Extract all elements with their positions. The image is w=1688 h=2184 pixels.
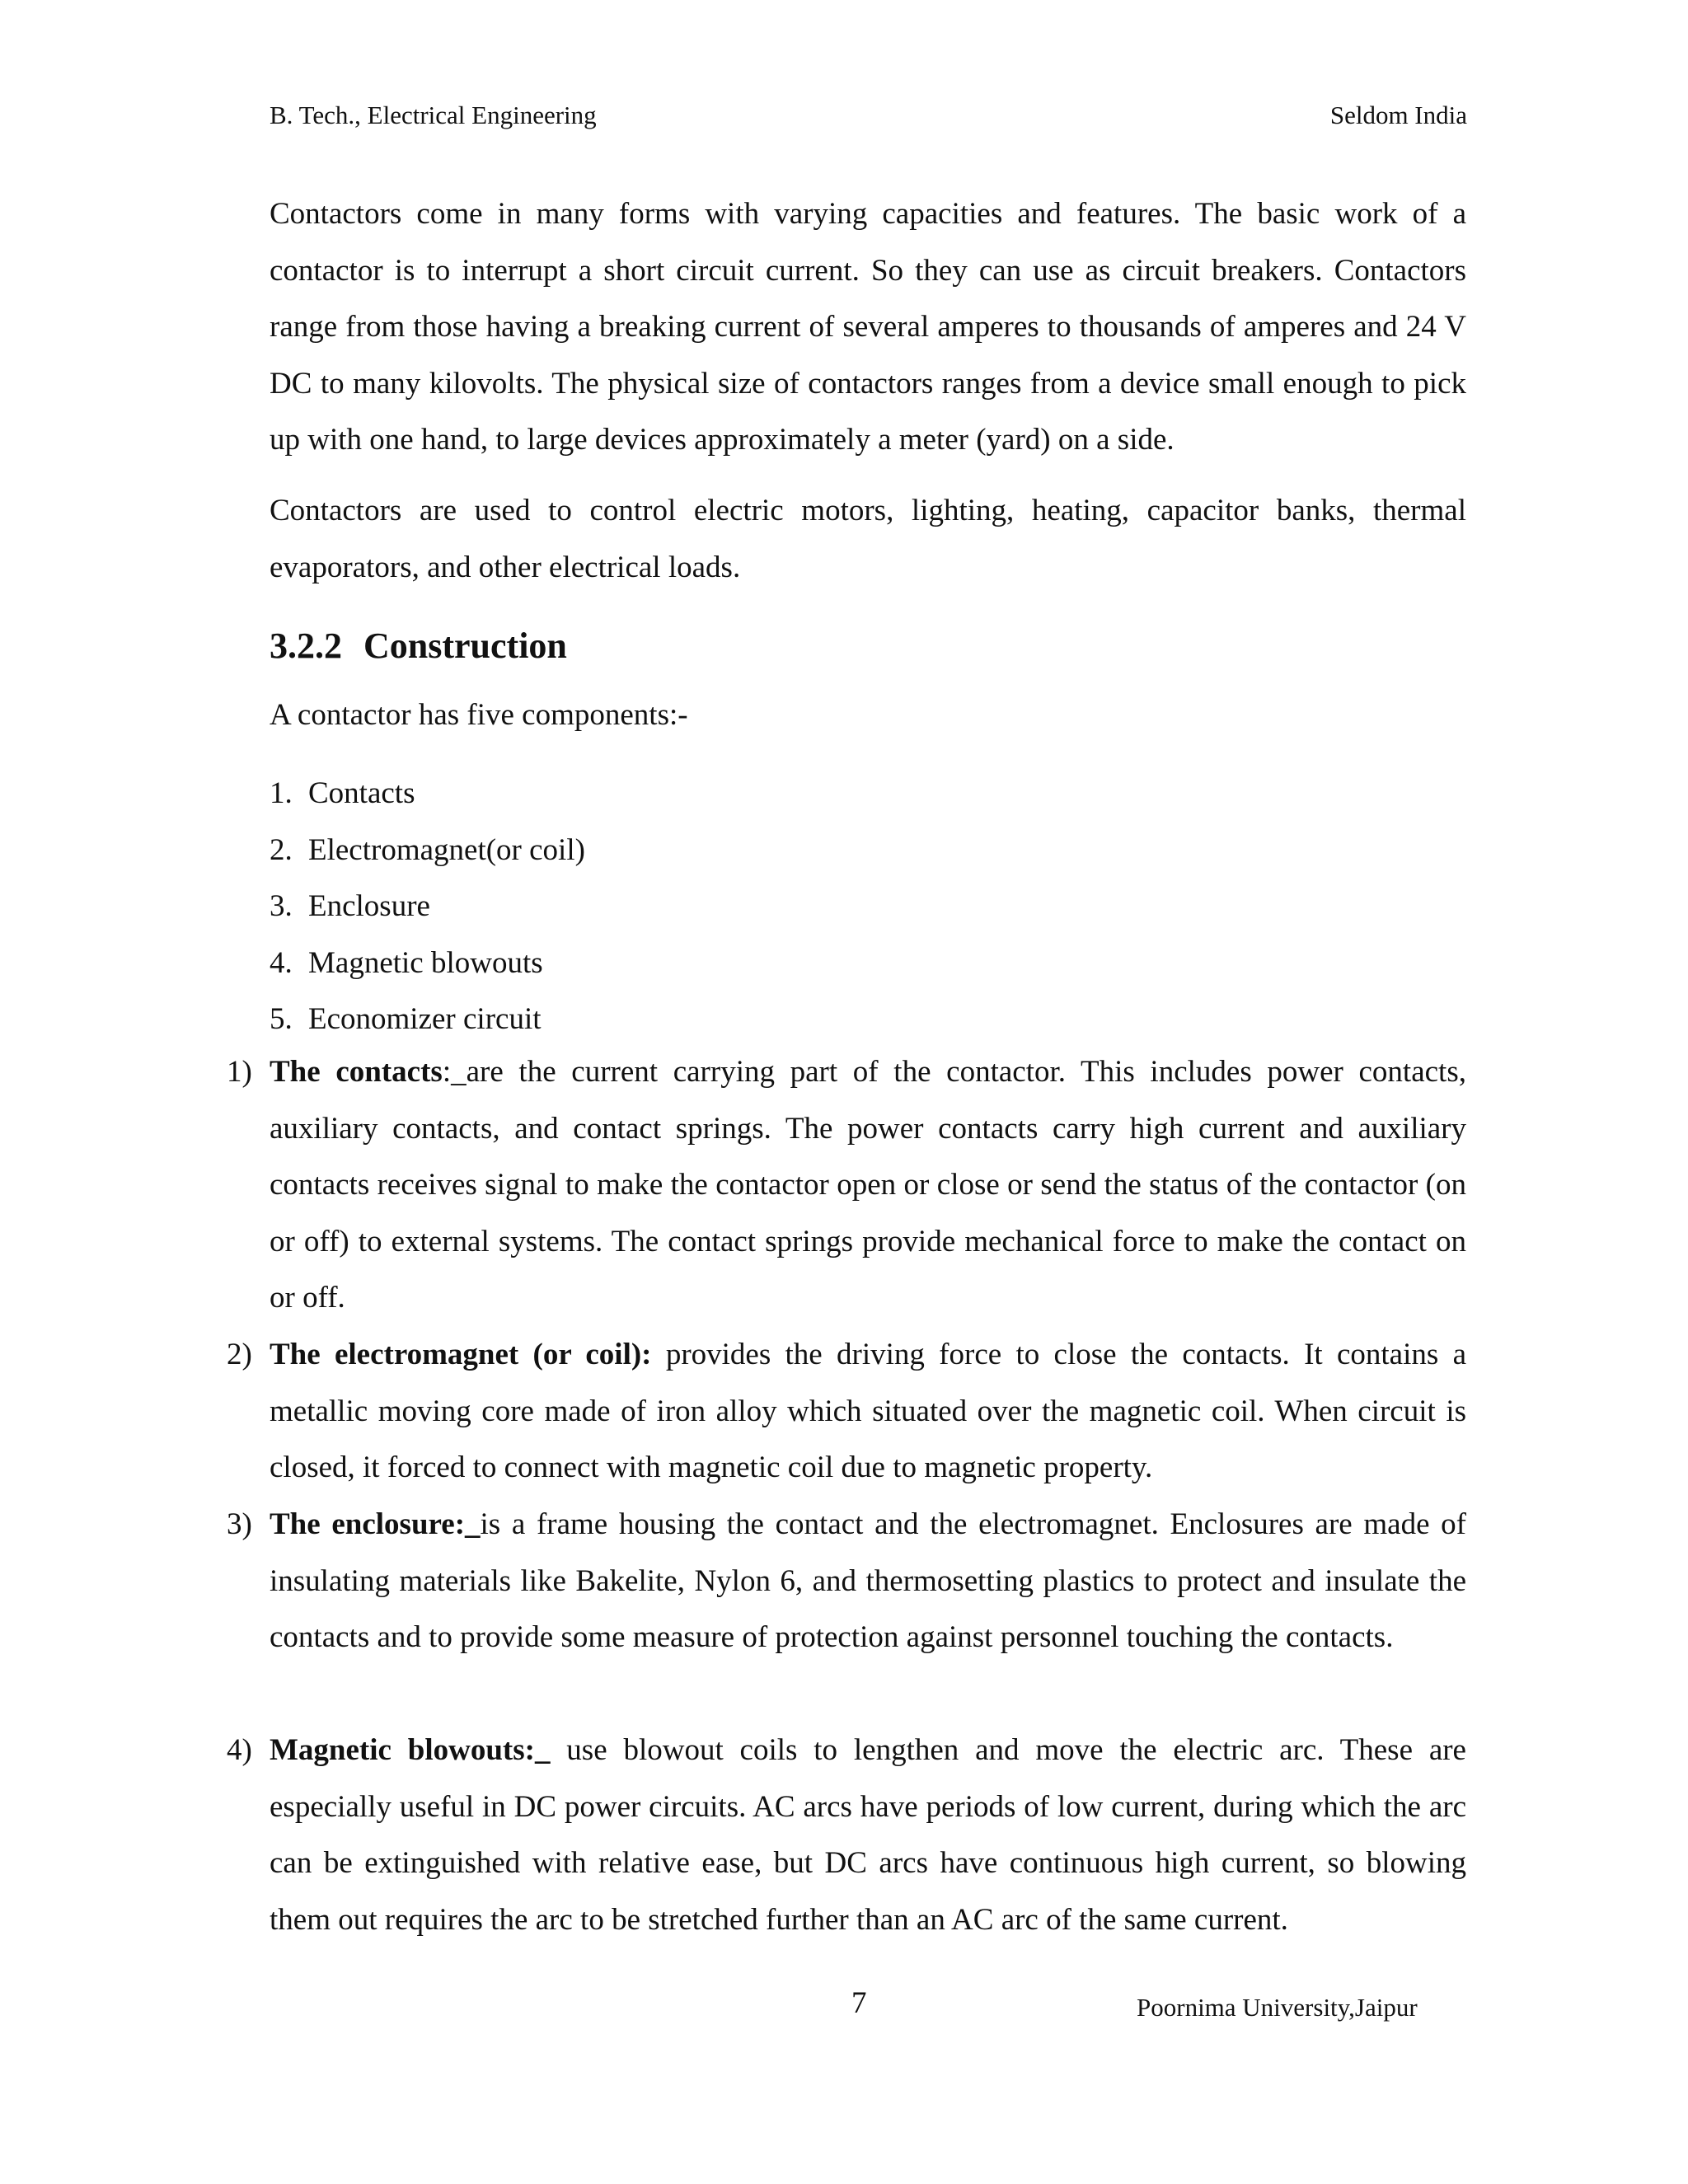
detail-contacts [227,1044,1466,1327]
detail-enclosure [227,1497,1466,1666]
list-item-number: 4. [270,945,293,980]
list-item-label: Enclosure [308,889,430,923]
list-item [270,879,585,935]
page-number: 7 [851,1986,867,2020]
detail-body: are the current carrying part of the contactor. This includes power contacts, auxiliary contacts, and contact springs. The power contacts carry high current and auxiliary contacts receives signal to make the contactor open or close or send the status of the contactor (on or off) to external systems. The contact springs provide mechanical force to make the contact on or off. [270,1055,1466,1315]
header-company: Seldom India [1329,101,1467,129]
detail-text [270,1722,1466,1948]
detail-text [270,1044,1466,1327]
list-item-number: 2. [270,832,293,867]
list-item-label: Contacts [308,776,415,810]
list-item-label: Economizer circuit [308,1002,542,1036]
list-item [270,991,585,1048]
list-item-number: 5. [270,1002,293,1036]
detail-text [270,1327,1466,1497]
detail-body: is a frame housing the contact and the electromagnet. Enclosures are made of insulating materials like Bakelite, Nylon 6, and thermosetting plastics to protect and insulate the contacts and to provide some measure of protection against personnel touching the contacts. [270,1507,1466,1654]
footer-university: Poornima University,Jaipur [1137,1993,1418,2022]
list-item-number: 3. [270,889,293,923]
section-number: 3.2.2 [270,626,342,666]
detail-term: The enclosure:_ [270,1507,481,1541]
list-item [270,823,585,879]
section-heading [270,621,567,671]
detail-term: Magnetic blowouts:_ [270,1733,551,1767]
section-intro: A contactor has five components:- [270,698,688,732]
list-item [270,766,585,823]
detail-number: 1) [227,1055,252,1089]
detail-term: The electromagnet (or coil): [270,1338,652,1371]
detail-number: 4) [227,1733,252,1767]
list-item [270,935,585,992]
section-title: Construction [363,626,567,666]
detail-separator [550,1733,566,1767]
detail-term: The contacts [270,1055,443,1089]
detail-body: use blowout coils to lengthen and move the electric arc. These are especially useful in DC power circuits. AC arcs have periods of low current, during which the arc can be extinguished with relative ease, but DC arcs have continuous high current, so blowing them out requires the arc to be stretched further than an AC arc of the same current. [270,1733,1466,1937]
list-item-label: Magnetic blowouts [308,945,543,980]
header-course: B. Tech., Electrical Engineering [270,101,597,129]
paragraph-contactor-forms: Contactors come in many forms with varying capacities and features. The basic work of a contactor is to interrupt a short circuit current. So they can use as circuit breakers. Contactors range from those having a breaking current of several amperes to thousands of amperes and 24 V DC to many kilovolts. The physical size of contactors ranges from a device small enough to pick up with one hand, to large devices approximately a meter (yard) on a side. [270,197,1466,457]
detail-separator [652,1338,666,1371]
detail-number: 3) [227,1507,252,1541]
detail-separator: :_ [442,1055,467,1089]
paragraph-contactor-uses: Contactors are used to control electric motors, lighting, heating, capacitor banks, thermal evaporators, and other electrical loads. [270,494,1466,584]
detail-number: 2) [227,1338,252,1371]
detail-text [270,1497,1466,1666]
detail-body: provides the driving force to close the contacts. It contains a metallic moving core made of iron alloy which situated over the magnetic coil. When circuit is closed, it forced to connect with magnetic coil due to magnetic property. [270,1338,1466,1484]
detail-electromagnet [227,1327,1466,1497]
components-list [270,766,585,1048]
list-item-number: 1. [270,776,293,810]
detail-magnetic-blowouts [227,1722,1466,1948]
list-item-label: Electromagnet(or coil) [308,832,585,867]
